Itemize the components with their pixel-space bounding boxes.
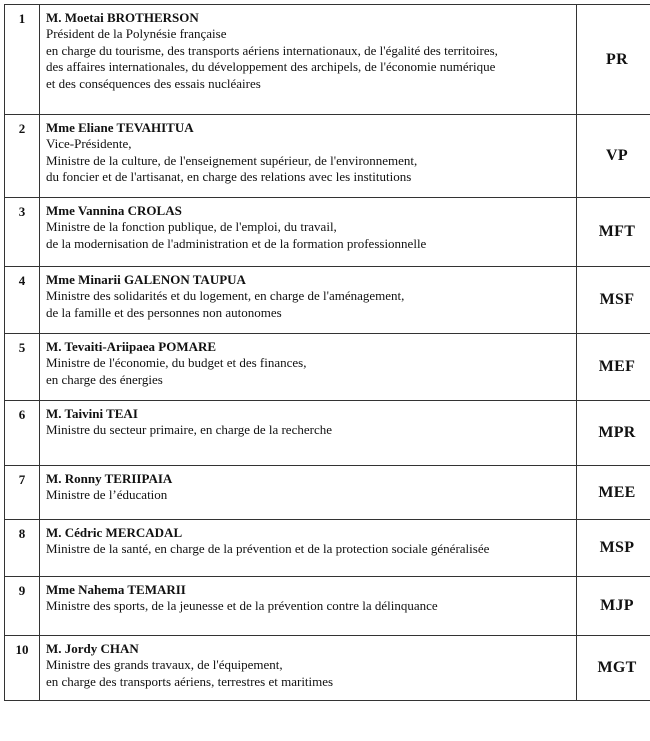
minister-role-line: Président de la Polynésie française — [46, 26, 227, 42]
minister-role-line: Ministre de la santé, en charge de la prévention et de la protection sociale généralisée — [46, 541, 490, 557]
minister-row — [5, 466, 650, 520]
minister-rank: 3 — [5, 198, 40, 267]
minister-row — [5, 267, 650, 334]
minister-role-line: Vice-Présidente, — [46, 136, 132, 152]
government-table-body — [5, 5, 650, 701]
ministry-code: VP — [577, 115, 650, 198]
ministry-code: MPR — [577, 401, 650, 466]
minister-details — [40, 401, 577, 466]
minister-row — [5, 401, 650, 466]
minister-role-line: Ministre de l’éducation — [46, 487, 168, 503]
minister-rank: 8 — [5, 520, 40, 577]
minister-details — [40, 334, 577, 401]
minister-rank: 7 — [5, 466, 40, 520]
minister-role-line: Ministre des solidarités et du logement, en charge de l'aménagement, — [46, 288, 405, 304]
minister-details — [40, 5, 577, 115]
minister-name: Mme Minarii GALENON TAUPUA — [46, 272, 246, 287]
minister-role-line: en charge des transports aériens, terrestres et maritimes — [46, 673, 334, 689]
minister-role-line: en charge des énergies — [46, 371, 163, 387]
minister-name: M. Tevaiti-Ariipaea POMARE — [46, 339, 217, 354]
minister-rank: 5 — [5, 334, 40, 401]
ministry-code: MJP — [577, 577, 650, 636]
minister-role-line: Ministre de la fonction publique, de l'emploi, du travail, — [46, 219, 337, 235]
minister-role-line: des affaires internationales, du développement des archipels, de l'économie numérique — [46, 59, 496, 75]
minister-name: M. Jordy CHAN — [46, 641, 139, 656]
minister-details — [40, 520, 577, 577]
minister-role-line: et des conséquences des essais nucléaires — [46, 75, 261, 91]
minister-row — [5, 520, 650, 577]
minister-details — [40, 577, 577, 636]
ministry-code: MSP — [577, 520, 650, 577]
minister-rank: 9 — [5, 577, 40, 636]
minister-role-line: Ministre de l'économie, du budget et des finances, — [46, 355, 307, 371]
minister-rank: 10 — [5, 636, 40, 701]
ministry-code: PR — [577, 5, 650, 115]
ministry-code: MFT — [577, 198, 650, 267]
minister-row — [5, 5, 650, 115]
minister-details — [40, 115, 577, 198]
minister-name: Mme Nahema TEMARII — [46, 582, 186, 597]
minister-row — [5, 577, 650, 636]
minister-details — [40, 636, 577, 701]
minister-details — [40, 198, 577, 267]
minister-name: M. Moetai BROTHERSON — [46, 10, 199, 25]
minister-row — [5, 115, 650, 198]
minister-name: Mme Eliane TEVAHITUA — [46, 120, 194, 135]
minister-role-line: Ministre des grands travaux, de l'équipement, — [46, 657, 283, 673]
minister-rank: 2 — [5, 115, 40, 198]
minister-role-line: en charge du tourisme, des transports aériens internationaux, de l'égalité des territoires, — [46, 42, 498, 58]
ministry-code: MEE — [577, 466, 650, 520]
minister-role-line: Ministre du secteur primaire, en charge de la recherche — [46, 422, 332, 438]
minister-name: M. Ronny TERIIPAIA — [46, 471, 173, 486]
minister-role-line: Ministre de la culture, de l'enseignement supérieur, de l'environnement, — [46, 152, 418, 168]
minister-role-line: de la modernisation de l'administration et de la formation professionnelle — [46, 235, 427, 251]
minister-role-line: Ministre des sports, de la jeunesse et de la prévention contre la délinquance — [46, 598, 438, 614]
minister-row — [5, 198, 650, 267]
government-composition-table — [4, 4, 650, 701]
ministry-code: MSF — [577, 267, 650, 334]
minister-role-line: du foncier et de l'artisanat, en charge des relations avec les institutions — [46, 169, 412, 185]
ministry-code: MEF — [577, 334, 650, 401]
minister-row — [5, 636, 650, 701]
minister-details — [40, 466, 577, 520]
minister-rank: 6 — [5, 401, 40, 466]
minister-rank: 1 — [5, 5, 40, 115]
ministry-code: MGT — [577, 636, 650, 701]
minister-row — [5, 334, 650, 401]
minister-name: M. Taivini TEAI — [46, 406, 138, 421]
minister-name: M. Cédric MERCADAL — [46, 525, 183, 540]
minister-details — [40, 267, 577, 334]
minister-role-line: de la famille et des personnes non autonomes — [46, 304, 282, 320]
minister-rank: 4 — [5, 267, 40, 334]
minister-name: Mme Vannina CROLAS — [46, 203, 182, 218]
